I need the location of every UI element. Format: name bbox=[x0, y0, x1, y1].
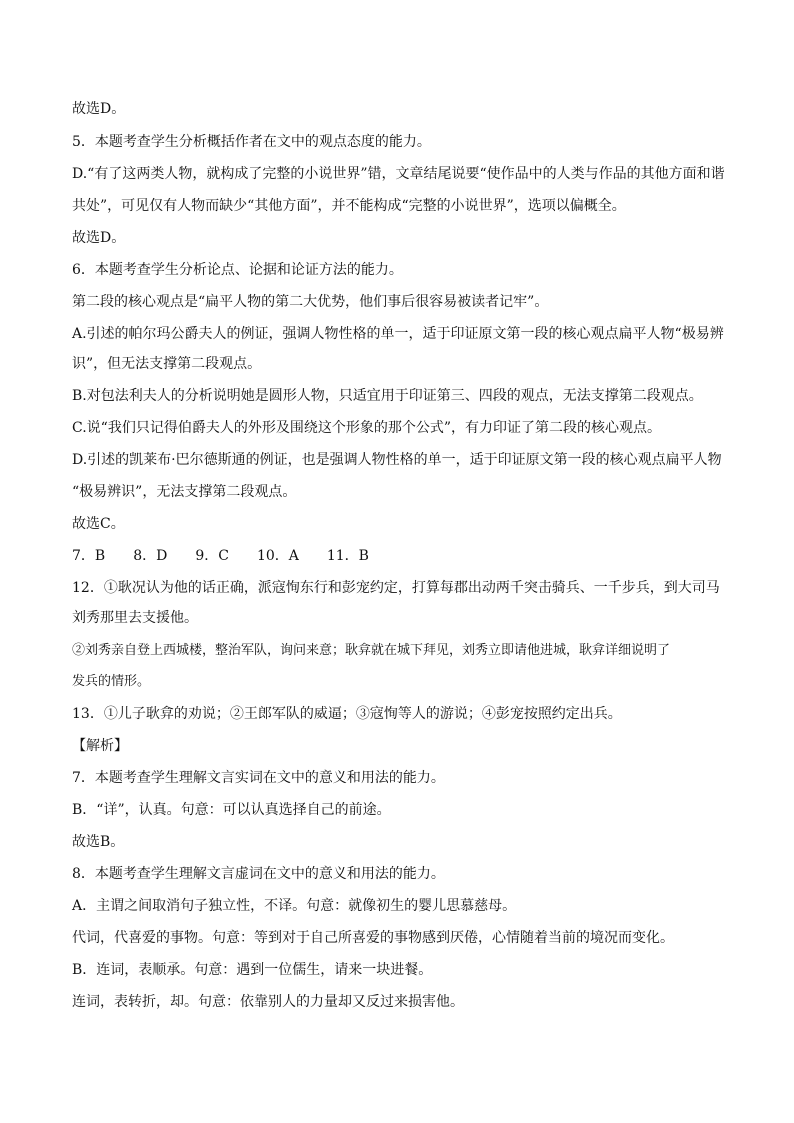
text-line: 5．本题考查学生分析概括作者在文中的观点态度的能力。 bbox=[72, 134, 431, 150]
text-line: 7．本题考查学生理解文言实词在文中的意义和用法的能力。 bbox=[72, 770, 445, 786]
text-line: B．连词，表顺承。句意：遇到一位儒生，请来一块进餐。 bbox=[72, 962, 433, 978]
text-line: 识”，但无法支撑第二段观点。 bbox=[72, 356, 262, 372]
text-line: 12．①耿况认为他的话正确，派寇恂东行和彭宠约定，打算每郡出动两千突击骑兵、一千步兵，到大司马 bbox=[72, 580, 720, 596]
text-line: 13．①儿子耿弇的劝说；②王郎军队的威逼；③寇恂等人的游说；④彭宠按照约定出兵。 bbox=[72, 706, 622, 722]
text-line: A．主谓之间取消句子独立性，不译。句意：就像初生的婴儿思慕慈母。 bbox=[72, 898, 517, 914]
text-line: 7．B 8．D 9．C 10．A 11．B bbox=[72, 548, 369, 564]
text-line: 连词，表转折，却。句意：依靠别人的力量却又反过来损害他。 bbox=[72, 994, 464, 1010]
text-line: 8．本题考查学生理解文言虚词在文中的意义和用法的能力。 bbox=[72, 866, 445, 882]
text-line: 故选B。 bbox=[72, 834, 125, 850]
text-line: 第二段的核心观点是“扁平人物的第二大优势，他们事后很容易被读者记牢”。 bbox=[72, 294, 549, 310]
text-line: 故选D。 bbox=[72, 101, 126, 117]
text-line: 故选C。 bbox=[72, 516, 125, 532]
text-line: 故选D。 bbox=[72, 230, 126, 246]
text-line: D.“有了这两类人物，就构成了完整的小说世界”错，文章结尾说要“使作品中的人类与作品的其他方面和谐 bbox=[72, 166, 725, 182]
text-line: C.说“我们只记得伯爵夫人的外形及围绕这个形象的那个公式”，有力印证了第二段的核心观点。 bbox=[72, 420, 661, 436]
text-line: A.引述的帕尔玛公爵夫人的例证，强调人物性格的单一，适于印证原文第一段的核心观点扁平人物“极易辨 bbox=[72, 326, 724, 342]
text-line: D.引述的凯莱布·巴尔德斯通的例证，也是强调人物性格的单一，适于印证原文第一段的核心观点扁平人物 bbox=[72, 452, 722, 468]
text-line: “极易辨识”，无法支撑第二段观点。 bbox=[72, 484, 297, 500]
text-line: 刘秀那里去支援他。 bbox=[72, 610, 198, 626]
text-line: B.对包法利夫人的分析说明她是圆形人物，只适宜用于印证第三、四段的观点，无法支撑第二段观点。 bbox=[72, 388, 703, 404]
text-line: 6．本题考查学生分析论点、论据和论证方法的能力。 bbox=[72, 262, 403, 278]
text-line: ②刘秀亲自登上西城楼，整治军队，询问来意；耿弇就在城下拜见，刘秀立即请他进城，耿弇详细说明了 bbox=[72, 643, 671, 658]
text-line: 代词，代喜爱的事物。句意：等到对于自己所喜爱的事物感到厌倦，心情随着当前的境况而变化。 bbox=[72, 930, 674, 946]
section-heading: 【解析】 bbox=[72, 738, 128, 754]
text-line: 共处”，可见仅有人物而缺少“其他方面”，并不能构成“完整的小说世界”，选项以偏概全。 bbox=[72, 198, 626, 214]
text-line: 发兵的情形。 bbox=[72, 674, 151, 689]
text-line: B．“详”，认真。句意：可以认真选择自己的前途。 bbox=[72, 802, 391, 818]
